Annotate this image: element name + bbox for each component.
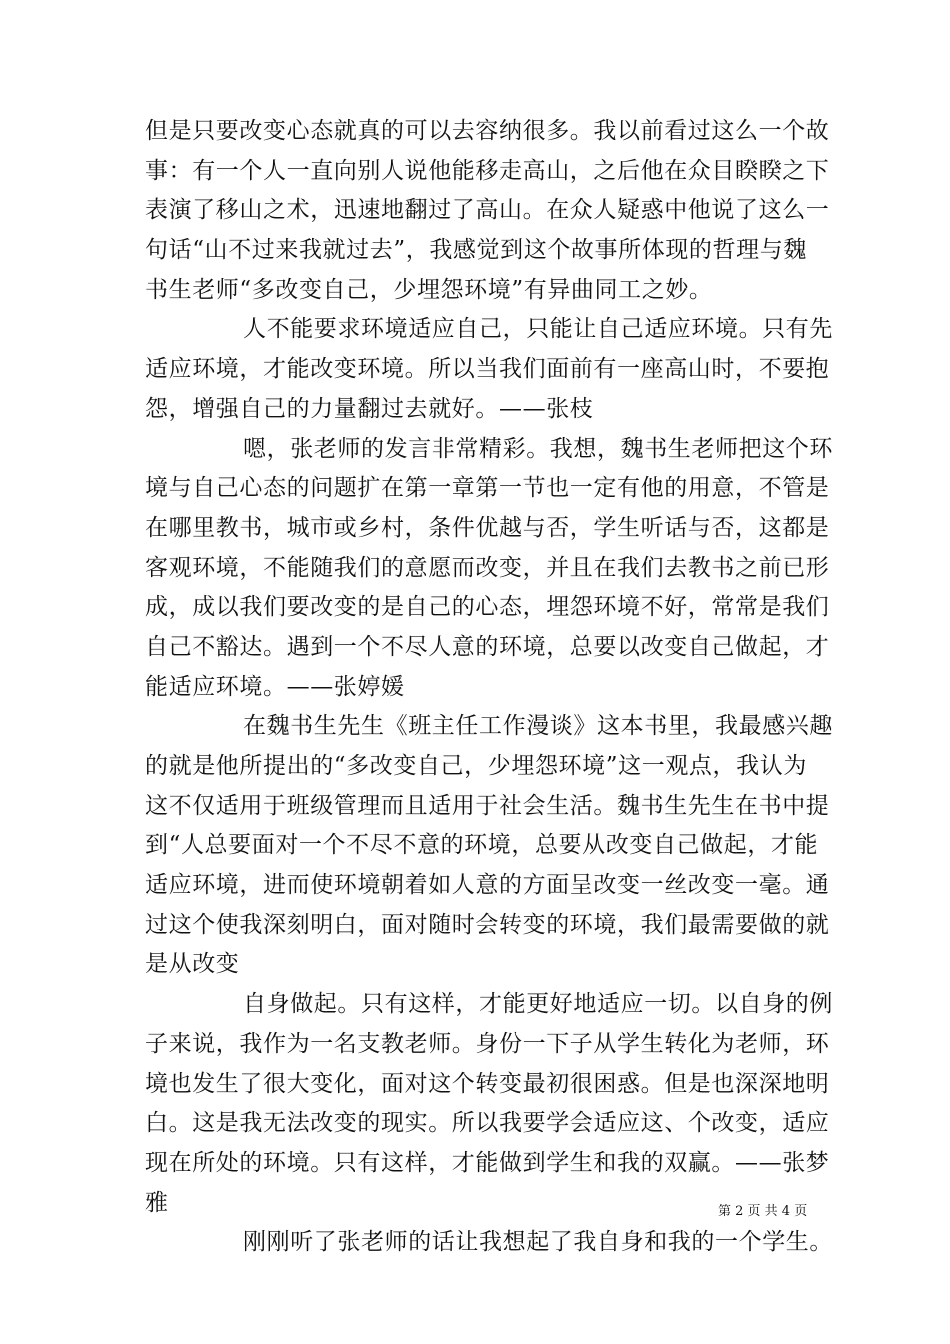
text-line-indented: 自身做起。只有这样，才能更好地适应一切。以自身的例 xyxy=(243,991,833,1018)
text-line: 是从改变 xyxy=(145,951,240,978)
text-line-indented: 人不能要求环境适应自己，只能让自己适应环境。只有先 xyxy=(243,316,833,343)
text-line: 书生老师“多改变自己，少埋怨环境”有异曲同工之妙。 xyxy=(145,276,713,303)
text-line: 现在所处的环境。只有这样，才能做到学生和我的双赢。——张梦 xyxy=(145,1149,830,1176)
text-line: 适应环境，进而使环境朝着如人意的方面呈改变一丝改变一毫。通 xyxy=(145,872,830,899)
text-line: 境也发生了很大变化，面对这个转变最初很困惑。但是也深深地明 xyxy=(145,1070,830,1097)
document-body xyxy=(145,112,833,1263)
text-line: 能适应环境。——张婷媛 xyxy=(145,673,405,700)
text-line: 表演了移山之术，迅速地翻过了高山。在众人疑惑中他说了这么一 xyxy=(145,197,830,224)
text-line-indented: 在魏书生先生《班主任工作漫谈》这本书里，我最感兴趣 xyxy=(243,713,833,740)
text-line-indented: 嗯，张老师的发言非常精彩。我想，魏书生老师把这个环 xyxy=(243,435,833,462)
text-line: 的就是他所提出的“多改变自己，少埋怨环境”这一观点，我认为 xyxy=(145,753,807,779)
text-line: 这不仅适用于班级管理而且适用于社会生活。魏书生先生在书中提 xyxy=(145,792,830,819)
text-line: 怨，增强自己的力量翻过去就好。——张枝 xyxy=(145,395,594,422)
text-line-indented: 刚刚听了张老师的话让我想起了我自身和我的一个学生。 xyxy=(243,1229,833,1256)
text-line: 成，成以我们要改变的是自己的心态，埋怨环境不好，常常是我们 xyxy=(145,594,830,621)
text-line: 在哪里教书，城市或乡村，条件优越与否，学生听话与否，这都是 xyxy=(145,514,830,541)
text-line: 白。这是我无法改变的现实。所以我要学会适应这、个改变，适应 xyxy=(145,1110,830,1137)
text-line: 句话“山不过来我就过去”，我感觉到这个故事所体现的哲理与魏 xyxy=(145,237,807,264)
text-line: 子来说，我作为一名支教老师。身份一下子从学生转化为老师，环 xyxy=(145,1030,830,1057)
page-number: 第 2 页 共 4 页 xyxy=(718,1204,808,1219)
text-line: 过这个使我深刻明白，面对随时会转变的环境，我们最需要做的就 xyxy=(145,911,830,938)
text-line: 事：有一个人一直向别人说他能移走高山，之后他在众目睽睽之下 xyxy=(145,157,830,184)
text-line: 雅 xyxy=(145,1189,169,1216)
text-line: 到“人总要面对一个不尽不意的环境，总要从改变自己做起，才能 xyxy=(145,832,819,859)
text-line: 境与自己心态的问题扩在第一章第一节也一定有他的用意，不管是 xyxy=(145,475,830,502)
text-line: 适应环境，才能改变环境。所以当我们面前有一座高山时，不要抱 xyxy=(145,356,830,383)
text-line: 但是只要改变心态就真的可以去容纳很多。我以前看过这么一个故 xyxy=(145,118,830,144)
text-line: 自己不豁达。遇到一个不尽人意的环境，总要以改变自己做起，才 xyxy=(145,633,830,660)
text-line: 客观环境，不能随我们的意愿而改变，并且在我们去教书之前已形 xyxy=(145,554,830,581)
